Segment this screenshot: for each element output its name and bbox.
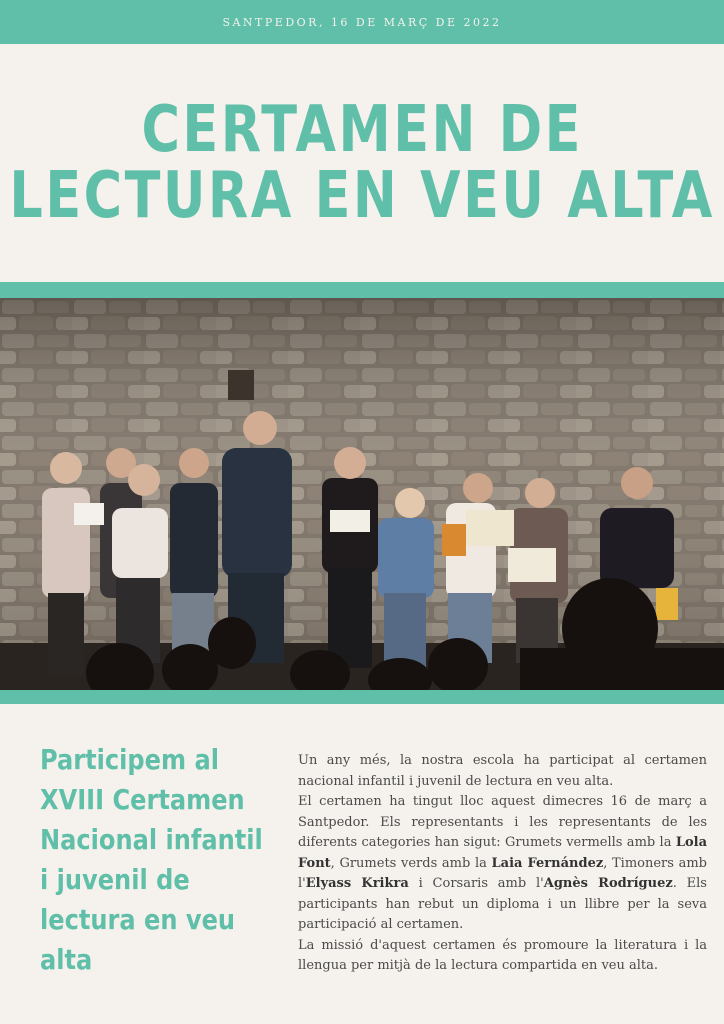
divider-band-top [0,282,724,298]
article-heading [40,740,263,980]
paragraph-mission: La missió d'aquest certamen és promoure la literatura i la llengua per mitjà de la lectura compartida en veu alta. [298,937,707,973]
divider-band-bottom [0,690,724,704]
top-band [0,0,724,44]
participants-text-d: i Corsaris amb l' [408,876,544,891]
participants-text-c: , Timoners amb l' [298,855,707,891]
dateline: SANTPEDOR, 16 DE MARÇ DE 2022 [222,15,502,29]
participants-text-a: El certamen ha tingut lloc aquest dimecres 16 de març a Santpedor. Els representants i les representants de les diferents categories han sigut: Grumets vermells amb la [298,794,707,850]
paragraph-intro: Un any més, la nostra escola ha participat al certamen nacional infantil i juvenil de lectura en veu alta. [298,753,707,789]
title-line-2: LECTURA EN VEU ALTA [9,159,715,233]
participants-text-e: . Els participants han rebut un diploma i un llibre per la seva participació al certamen. [298,876,707,932]
title-line-1: CERTAMEN DE [141,93,583,167]
title-area [0,44,724,282]
participant-name-3: Elyass Krikra [305,876,409,891]
heading-line-3: Nacional infantil [40,823,263,856]
group-photo-icon [0,298,724,690]
participant-name-2: Laia Fernández [491,855,604,871]
participants-text-b: , Grumets verds amb la [330,855,492,871]
article-body [298,751,707,977]
heading-line-6: alta [40,943,93,976]
heading-line-5: lectura en veu [40,903,236,936]
heading-line-4: i juvenil de [40,863,190,896]
participant-name-1: Lola Font [298,835,707,871]
paragraph-participants [298,792,707,936]
heading-line-2: XVIII Certamen [40,783,245,816]
group-photo [0,298,724,690]
participant-name-4: Agnès Rodríguez [543,876,673,891]
heading-line-1: Participem al [40,743,219,776]
